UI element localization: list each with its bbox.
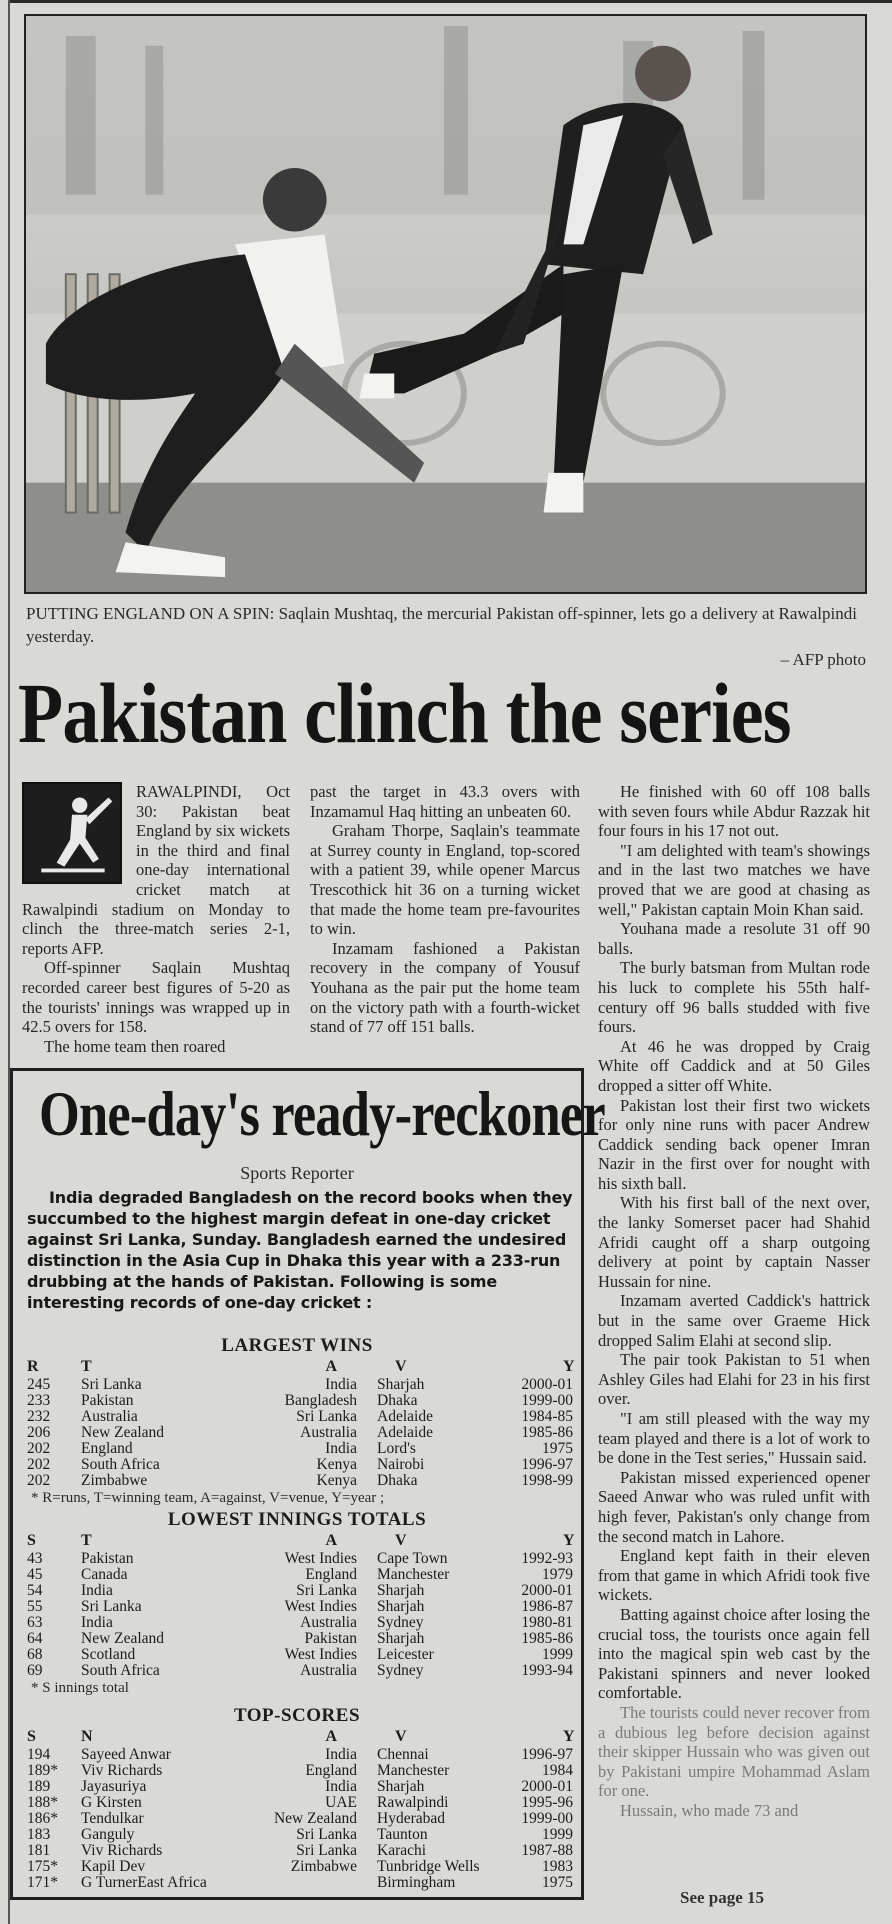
largest-wins-table [27, 1377, 573, 1489]
table-cell: 2000-01 [521, 1778, 573, 1795]
table-cell: Sri Lanka [296, 1582, 357, 1599]
table-row [27, 1747, 573, 1763]
table-cell: Jayasuriya [81, 1778, 147, 1795]
table-cell: West Indies [284, 1646, 357, 1663]
table-cell: 1975 [542, 1874, 573, 1891]
top-scores-table [27, 1747, 573, 1891]
table-cell: 206 [27, 1424, 51, 1441]
article-paragraph: "I am still pleased with the way my team played and there is a lot of work to be done in the Test series," Hussain said. [598, 1409, 870, 1468]
table-cell: 194 [27, 1746, 51, 1763]
table-cell: Viv Richards [81, 1842, 163, 1859]
table-cell: Dhaka [377, 1392, 418, 1409]
table-row [27, 1795, 573, 1811]
article-paragraph: Pakistan missed experienced opener Saeed Anwar who was ruled unfit with high fever, Pakistan's only change from the second match in Lahore. [598, 1467, 870, 1546]
table-cell: West Indies [284, 1598, 357, 1615]
table-cell: Viv Richards [81, 1762, 163, 1779]
table-cell: Dhaka [377, 1472, 418, 1489]
article-paragraph-faded: The tourists could never recover from a dubious leg before decision against their skipper Hussain who was given out by Pakistani umpire Mohammad Aslam for one. [598, 1702, 870, 1801]
table-cell: Sri Lanka [81, 1598, 142, 1615]
header-cell: S [27, 1532, 36, 1549]
table-row [27, 1843, 573, 1859]
table-cell: Australia [300, 1424, 357, 1441]
top-scores-title: TOP-SCORES [233, 1705, 361, 1726]
table-row [27, 1377, 573, 1393]
table-cell: India [325, 1778, 357, 1795]
table-cell: 202 [27, 1456, 51, 1473]
headline: Pakistan clinch the series [18, 665, 791, 761]
batsman-icon [24, 784, 120, 882]
table-row [27, 1441, 573, 1457]
table-row [27, 1457, 573, 1473]
table-cell: 171* [27, 1874, 58, 1891]
table-cell: 1996-97 [521, 1746, 573, 1763]
table-row [27, 1473, 573, 1489]
table-row [27, 1567, 573, 1583]
table-cell: Sharjah [377, 1630, 425, 1647]
header-cell: Y [563, 1532, 575, 1549]
table-cell: Tendulkar [81, 1810, 144, 1827]
table-cell: 43 [27, 1550, 43, 1567]
table-cell: 1999 [542, 1646, 573, 1663]
table-cell: India [81, 1614, 113, 1631]
table-row [27, 1615, 573, 1631]
table-cell: G TurnerEast Africa [81, 1874, 207, 1891]
article-column-2 [310, 782, 580, 1037]
article-paragraph: Pakistan lost their first two wickets for only nine runs with pacer Andrew Caddick sending back opener Imran Nazir in the first over for nought with his sixth ball. [598, 1095, 870, 1193]
continuation-note: See page 15 [680, 1888, 765, 1907]
table-cell: Lord's [377, 1440, 416, 1457]
table-cell: 1998-99 [521, 1472, 573, 1489]
table-cell: India [81, 1582, 113, 1599]
table-cell: Pakistan [81, 1392, 134, 1409]
article-paragraph: Inzamam averted Caddick's hattrick but in the same over Graeme Hick dropped Salim Elahi at second slip. [598, 1291, 870, 1350]
table-cell: Birmingham [377, 1874, 456, 1891]
table-cell: 245 [27, 1376, 51, 1393]
ready-reckoner-box [10, 1068, 605, 1900]
table-cell: Scotland [81, 1646, 136, 1663]
table-cell: 183 [27, 1826, 51, 1843]
table-cell: 1999 [542, 1826, 573, 1843]
table-cell: West Indies [284, 1550, 357, 1567]
table-cell: 202 [27, 1440, 51, 1457]
reckoner-title: One-day's ready-reckoner [39, 1078, 605, 1149]
table-cell: 1992-93 [521, 1550, 573, 1567]
table-cell: 69 [27, 1662, 43, 1679]
table-cell: 1996-97 [521, 1456, 573, 1473]
table-cell: UAE [325, 1794, 357, 1811]
header-cell: Y [563, 1728, 575, 1745]
table-cell: Sydney [377, 1614, 424, 1631]
header-cell: N [81, 1728, 93, 1745]
largest-wins-header [27, 1358, 573, 1376]
table-cell: 175* [27, 1858, 58, 1875]
table-cell: 1986-87 [521, 1598, 573, 1615]
header-cell: A [325, 1532, 337, 1549]
table-cell: 64 [27, 1630, 43, 1647]
table-cell: Sayeed Anwar [81, 1746, 171, 1763]
photo-credit: – AFP photo [780, 650, 866, 669]
table-cell: Sydney [377, 1662, 424, 1679]
header-cell: V [395, 1728, 407, 1745]
table-cell: 188* [27, 1794, 58, 1811]
table-cell: Manchester [377, 1762, 450, 1779]
article-paragraph: Youhana made a resolute 31 off 90 balls. [598, 919, 870, 958]
table-cell: 1987-88 [521, 1842, 573, 1859]
table-cell: 1999-00 [521, 1392, 573, 1409]
table-cell: 1980-81 [521, 1614, 573, 1631]
table-row [27, 1827, 573, 1843]
table-cell: England [305, 1762, 357, 1779]
header-cell: V [395, 1532, 407, 1549]
table-cell: Bangladesh [284, 1392, 357, 1409]
table-cell: Ganguly [81, 1826, 135, 1843]
table-row [27, 1409, 573, 1425]
table-cell: Rawalpindi [377, 1794, 449, 1811]
reckoner-byline: Sports Reporter [240, 1163, 354, 1183]
photo-caption [26, 602, 866, 671]
table-cell: Hyderabad [377, 1810, 445, 1827]
table-cell: Chennai [377, 1746, 429, 1763]
article-paragraph: England kept faith in their eleven from that game in which Afridi took five wickets. [598, 1546, 870, 1605]
header-cell: T [81, 1532, 92, 1549]
table-cell: Sri Lanka [296, 1826, 357, 1843]
header-cell: R [27, 1358, 39, 1375]
table-cell: Leicester [377, 1646, 434, 1663]
table-cell: 45 [27, 1566, 43, 1583]
table-cell: 202 [27, 1472, 51, 1489]
article-column-1 [22, 782, 290, 1056]
table-cell: 54 [27, 1582, 43, 1599]
table-cell: India [325, 1440, 357, 1457]
table-cell: Adelaide [377, 1408, 433, 1425]
table-cell: Sharjah [377, 1778, 425, 1795]
table-cell: Sri Lanka [296, 1408, 357, 1425]
table-cell: 68 [27, 1646, 43, 1663]
header-cell: V [395, 1358, 407, 1375]
table-cell: 1984 [542, 1762, 573, 1779]
table-cell: Manchester [377, 1566, 450, 1583]
table-cell: Adelaide [377, 1424, 433, 1441]
table-cell: 1975 [542, 1440, 573, 1457]
lowest-totals-title: LOWEST INNINGS TOTALS [167, 1509, 427, 1530]
table-cell: Karachi [377, 1842, 427, 1859]
table-row [27, 1631, 573, 1647]
caption-text: PUTTING ENGLAND ON A SPIN: Saqlain Mushtaq, the mercurial Pakistan off-spinner, lets go a delivery at Rawalpindi yesterday. [26, 604, 857, 646]
table-row [27, 1551, 573, 1567]
table-cell: 1985-86 [521, 1424, 573, 1441]
table-cell: Australia [300, 1662, 357, 1679]
table-cell: 63 [27, 1614, 43, 1631]
table-row [27, 1393, 573, 1409]
cricket-photo [24, 14, 867, 594]
article-paragraph: At 46 he was dropped by Craig White off Caddick and at 50 Giles dropped a sitter off White. [598, 1036, 870, 1095]
table-row [27, 1859, 573, 1875]
header-cell: T [81, 1358, 92, 1375]
article-paragraph-faded: Hussain, who made 73 and [620, 1800, 799, 1820]
article-paragraph: "I am delighted with team's showings and in the last two matches we have proved that we are good at chasing as well," Pakistan captain Moin Khan said. [598, 840, 870, 919]
table-cell: Kenya [316, 1472, 357, 1489]
article-paragraph: RAWALPINDI, Oct 30: Pakistan beat England by six wickets in the third and final one-day international cricket match at Rawalpindi stadium on Monday to clinch the three-match series 2-1, reports AFP. [22, 782, 290, 958]
article-paragraph: He finished with 60 off 108 balls with seven fours while Abdur Razzak hit four fours in his 17 not out. [598, 782, 870, 841]
table-row [27, 1763, 573, 1779]
table-row [27, 1779, 573, 1795]
table-cell: Zimbabwe [81, 1472, 148, 1489]
table-row [27, 1875, 573, 1891]
table-cell: Kapil Dev [81, 1858, 146, 1875]
table-cell: Tunbridge Wells [377, 1858, 480, 1875]
article-paragraph: Graham Thorpe, Saqlain's teammate at Surrey county in England, top-scored with a patient 39, while opener Marcus Trescothick hit 36 on a turning wicket that made the home team pre-favourites to win. [310, 821, 580, 939]
table-cell: Pakistan [81, 1550, 134, 1567]
article-paragraph: The home team then roared [44, 1036, 226, 1056]
table-cell: Nairobi [377, 1456, 425, 1473]
table-cell: Pakistan [304, 1630, 357, 1647]
table-row [27, 1647, 573, 1663]
table-cell: 2000-01 [521, 1582, 573, 1599]
table-cell: 232 [27, 1408, 51, 1425]
table-row [27, 1425, 573, 1441]
table-cell: Zimbabwe [290, 1858, 357, 1875]
table-cell: India [325, 1376, 357, 1393]
table-cell: Australia [300, 1614, 357, 1631]
table-row [27, 1811, 573, 1827]
table-cell: India [325, 1746, 357, 1763]
cricket-logo [22, 782, 122, 884]
table-cell: 1995-96 [521, 1794, 573, 1811]
table-cell: Taunton [377, 1826, 428, 1843]
article-paragraph: The burly batsman from Multan rode his luck to complete his 55th half-century off 96 balls studded with five fours. [598, 958, 870, 1037]
article-paragraph: past the target in 43.3 overs with Inzamamul Haq hitting an unbeaten 60. [310, 782, 580, 821]
table-cell: Sharjah [377, 1582, 425, 1599]
table-cell: Sri Lanka [81, 1376, 142, 1393]
article-paragraph: Inzamam fashioned a Pakistan recovery in the company of Yousuf Youhana as the pair put the home team on the victory path with a fourth-wicket stand of 77 off 151 balls. [310, 938, 580, 1037]
reckoner-intro: India degraded Bangladesh on the record books when they succumbed to the highest margin defeat in one-day cricket against Sri Lanka, Sunday. Bangladesh earned the undesired distinction in the Asia Cup in Dhaka this year with a 233-run drubbing at the hands of Pakistan. Following is some interesting records of one-day cricket : [27, 1188, 573, 1312]
cricket-photo-icon [26, 16, 865, 592]
table-cell: Australia [81, 1408, 138, 1425]
table-cell: South Africa [81, 1662, 160, 1679]
table-cell: Cape Town [377, 1550, 448, 1567]
table-cell: New Zealand [81, 1424, 165, 1441]
table-cell: 189 [27, 1778, 51, 1795]
header-cell: Y [563, 1358, 575, 1375]
table-cell: England [305, 1566, 357, 1583]
header-cell: A [325, 1358, 337, 1375]
table-cell: Sharjah [377, 1376, 425, 1393]
table-cell: Canada [81, 1566, 128, 1583]
table-cell: 1984-85 [521, 1408, 573, 1425]
header-cell: S [27, 1728, 36, 1745]
table-row [27, 1599, 573, 1615]
table-cell: 1985-86 [521, 1630, 573, 1647]
top-scores-header [27, 1728, 573, 1746]
table-cell: 1979 [542, 1566, 573, 1583]
table-cell: 181 [27, 1842, 51, 1859]
article-paragraph: Batting against choice after losing the crucial toss, the tourists once again fell into the magical spin web cast by the Pakistani spinners and never looked comfortable. [598, 1604, 870, 1703]
table-cell: New Zealand [81, 1630, 165, 1647]
article-column-3 [598, 782, 870, 1820]
header-cell: A [325, 1728, 337, 1745]
table-cell: 186* [27, 1810, 58, 1827]
lowest-totals-note: * S innings total [31, 1680, 129, 1696]
article-paragraph: Off-spinner Saqlain Mushtaq recorded career best figures of 5-20 as the tourists' innings was wrapped up in 42.5 overs for 158. [22, 958, 290, 1037]
table-row [27, 1583, 573, 1599]
lowest-totals-table [27, 1551, 573, 1679]
table-cell: Kenya [316, 1456, 357, 1473]
table-cell: England [81, 1440, 133, 1457]
table-cell: G Kirsten [81, 1794, 142, 1811]
lowest-totals-header [27, 1532, 573, 1550]
table-row [27, 1663, 573, 1679]
table-cell: South Africa [81, 1456, 160, 1473]
table-cell: 233 [27, 1392, 51, 1409]
table-cell: New Zealand [273, 1810, 357, 1827]
table-cell: 1999-00 [521, 1810, 573, 1827]
table-cell: 55 [27, 1598, 43, 1615]
table-cell: 2000-01 [521, 1376, 573, 1393]
top-rule [8, 0, 892, 3]
table-cell: 1993-94 [521, 1662, 573, 1679]
article-paragraph: With his first ball of the next over, the lanky Somerset pacer had Shahid Afridi caught off a sharp outgoing delivery at point by captain Nasser Hussain for nine. [598, 1193, 870, 1291]
article-paragraph: The pair took Pakistan to 51 when Ashley Giles had Elahi for 23 in his first over. [598, 1350, 870, 1409]
table-cell: 1983 [542, 1858, 573, 1875]
table-cell: 189* [27, 1762, 58, 1779]
largest-wins-note: * R=runs, T=winning team, A=against, V=venue, Y=year ; [31, 1490, 385, 1506]
table-cell: Sharjah [377, 1598, 425, 1615]
table-cell: Sri Lanka [296, 1842, 357, 1859]
largest-wins-title: LARGEST WINS [221, 1335, 373, 1356]
